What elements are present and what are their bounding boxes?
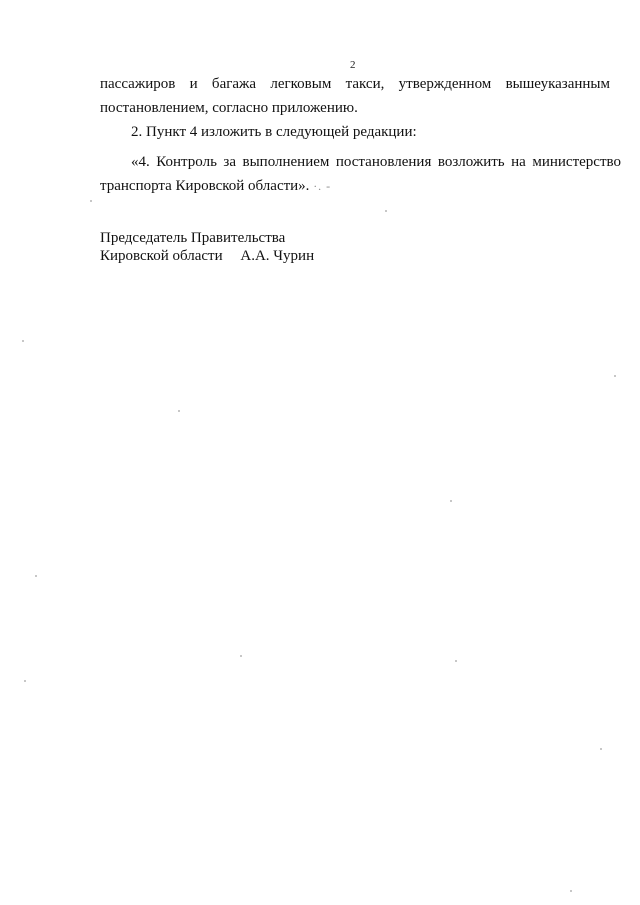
quote-line-2-text: транспорта Кировской области». — [100, 178, 310, 194]
signature-title-line-1: Председатель Правительства — [100, 230, 286, 246]
scan-speck — [90, 200, 92, 202]
item-2-heading: 2. Пункт 4 изложить в следующей редакции: — [131, 124, 417, 140]
scan-speck — [22, 340, 24, 342]
quote-trailing-marks: ·. - — [313, 179, 332, 193]
scan-speck — [455, 660, 457, 662]
scan-speck — [24, 680, 26, 682]
quote-line-1: «4. Контроль за выполнением постановления возложить на министерство — [131, 154, 621, 170]
scan-speck — [385, 210, 387, 212]
signature-name: А.А. Чурин — [240, 248, 315, 264]
page-number: 2 — [350, 59, 356, 71]
scan-speck — [35, 575, 37, 577]
scan-speck — [600, 748, 602, 750]
scan-speck — [450, 500, 452, 502]
signature-title-line-2: Кировской области — [100, 248, 223, 264]
signature-line-2 — [100, 247, 610, 265]
quote-line-2 — [100, 177, 610, 195]
paragraph-line-1: пассажиров и багажа легковым такси, утвержденном вышеуказанным — [100, 76, 610, 92]
paragraph-line-2: постановлением, согласно приложению. — [100, 100, 358, 116]
scan-speck — [614, 375, 616, 377]
scan-speck — [240, 655, 242, 657]
scan-speck — [178, 410, 180, 412]
scan-speck — [570, 890, 572, 892]
